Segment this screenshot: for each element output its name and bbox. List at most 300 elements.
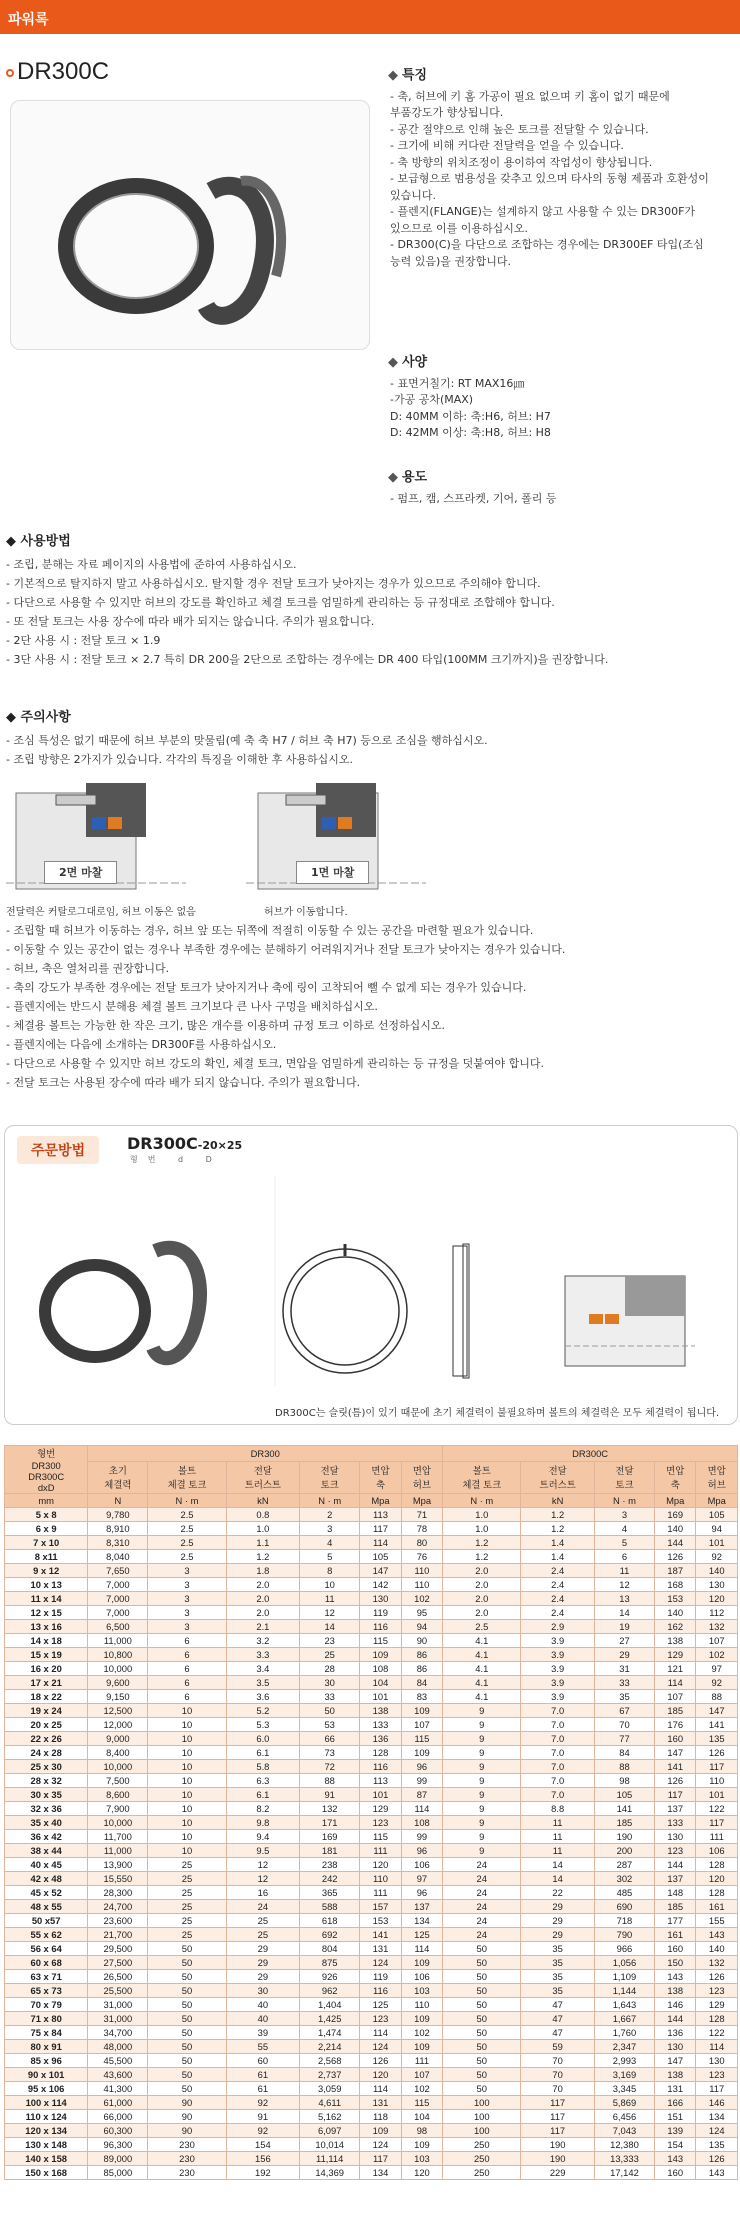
header-text: 토크 bbox=[320, 1479, 339, 1491]
table-cell: 109 bbox=[401, 1704, 442, 1718]
table-cell: 192 bbox=[226, 2166, 300, 2180]
table-cell: 24 bbox=[443, 1900, 521, 1914]
table-cell: 50 bbox=[443, 2026, 521, 2040]
feature-line: 있습니다. bbox=[390, 188, 437, 202]
table-cell: 47 bbox=[521, 2012, 595, 2026]
table-cell: 9,000 bbox=[88, 1732, 148, 1746]
table-cell: 144 bbox=[655, 1536, 696, 1550]
table-cell: 29 bbox=[594, 1648, 654, 1662]
table-cell: 103 bbox=[401, 2152, 442, 2166]
table-cell: 302 bbox=[594, 1872, 654, 1886]
table-cell: 25 bbox=[300, 1648, 360, 1662]
spec-line: -가공 공차(MAX) bbox=[390, 393, 474, 406]
table-cell: 6 bbox=[148, 1648, 226, 1662]
table-cell: 2.0 bbox=[226, 1578, 300, 1592]
header-cell bbox=[300, 1461, 360, 1493]
table-cell: 141 bbox=[655, 1760, 696, 1774]
unit-cell: N · m bbox=[148, 1494, 226, 1508]
table-cell: 90 bbox=[148, 2124, 226, 2138]
feature-line: - 축, 허브에 키 홈 가공이 필요 없으며 키 홈이 없기 때문에 bbox=[390, 89, 670, 103]
table-cell: 103 bbox=[401, 1984, 442, 1998]
table-cell: 15,550 bbox=[88, 1872, 148, 1886]
table-cell: 200 bbox=[594, 1844, 654, 1858]
table-cell: 50 bbox=[443, 1942, 521, 1956]
table-cell: 9 bbox=[443, 1774, 521, 1788]
table-cell: 6,456 bbox=[594, 2110, 654, 2124]
table-cell: 2.0 bbox=[443, 1592, 521, 1606]
table-cell: 50 bbox=[148, 2040, 226, 2054]
table-cell: 114 bbox=[401, 1942, 442, 1956]
table-cell: 1,643 bbox=[594, 1998, 654, 2012]
table-cell: 29 bbox=[226, 1956, 300, 1970]
table-cell: 153 bbox=[360, 1914, 401, 1928]
table-cell: 7.0 bbox=[521, 1746, 595, 1760]
table-cell: 10 bbox=[148, 1816, 226, 1830]
table-cell: 7.0 bbox=[521, 1732, 595, 1746]
header-text: 전달 bbox=[320, 1465, 339, 1477]
table-cell: 6.3 bbox=[226, 1774, 300, 1788]
table-cell: 123 bbox=[655, 1844, 696, 1858]
table-cell: 27,500 bbox=[88, 1956, 148, 1970]
table-row bbox=[5, 1508, 738, 1522]
table-cell: 138 bbox=[655, 1984, 696, 1998]
table-cell: 107 bbox=[401, 1718, 442, 1732]
table-row bbox=[5, 2040, 738, 2054]
table-cell: 100 x 114 bbox=[5, 2096, 88, 2110]
table-row bbox=[5, 1578, 738, 1592]
table-cell: 1,474 bbox=[300, 2026, 360, 2040]
table-cell: 3,059 bbox=[300, 2082, 360, 2096]
features-section bbox=[388, 68, 733, 270]
table-cell: 11 bbox=[521, 1816, 595, 1830]
feature-line: 능력 있음)을 권장합니다. bbox=[390, 254, 512, 268]
table-cell: 6 bbox=[148, 1690, 226, 1704]
table-cell: 100 bbox=[443, 2096, 521, 2110]
table-cell: 25,500 bbox=[88, 1984, 148, 1998]
table-cell: 70 bbox=[521, 2054, 595, 2068]
diamond-bullet-icon: ◆ bbox=[6, 534, 21, 549]
table-cell: 150 bbox=[655, 1956, 696, 1970]
table-row bbox=[5, 2124, 738, 2138]
table-cell: 102 bbox=[401, 1592, 442, 1606]
table-cell: 120 bbox=[360, 2068, 401, 2082]
table-cell: 90 bbox=[401, 1634, 442, 1648]
table-cell: 14 bbox=[300, 1620, 360, 1634]
table-cell: 115 bbox=[401, 1732, 442, 1746]
table-cell: 113 bbox=[360, 1774, 401, 1788]
table-cell: 13,900 bbox=[88, 1858, 148, 1872]
table-cell: 143 bbox=[696, 2166, 738, 2180]
table-cell: 7,650 bbox=[88, 1564, 148, 1578]
table-row bbox=[5, 1830, 738, 1844]
table-cell: 24 bbox=[443, 1872, 521, 1886]
table-cell: 185 bbox=[655, 1900, 696, 1914]
table-cell: 485 bbox=[594, 1886, 654, 1900]
table-cell: 29 bbox=[521, 1914, 595, 1928]
table-cell: 10 bbox=[148, 1746, 226, 1760]
table-cell: 7,500 bbox=[88, 1774, 148, 1788]
caution-line: - 이동할 수 있는 공간이 없는 경우나 부족한 경우에는 분해하기 어려워지거나 전달 토크가 낮아지는 경우가 있습니다. bbox=[6, 943, 566, 956]
table-cell: 105 bbox=[696, 1508, 738, 1522]
table-row bbox=[5, 1928, 738, 1942]
table-cell: 5,162 bbox=[300, 2110, 360, 2124]
table-cell: 7.0 bbox=[521, 1774, 595, 1788]
table-cell: 121 bbox=[655, 1662, 696, 1676]
table-cell: 71 bbox=[401, 1508, 442, 1522]
table-row bbox=[5, 1704, 738, 1718]
table-cell: 61 bbox=[226, 2082, 300, 2096]
table-cell: 6.1 bbox=[226, 1746, 300, 1760]
table-cell: 144 bbox=[655, 1858, 696, 1872]
table-cell: 162 bbox=[655, 1620, 696, 1634]
table-cell: 117 bbox=[696, 1816, 738, 1830]
table-cell: 9 bbox=[443, 1788, 521, 1802]
table-cell: 2.0 bbox=[226, 1606, 300, 1620]
table-cell: 123 bbox=[696, 2068, 738, 2082]
table-cell: 90 x 101 bbox=[5, 2068, 88, 2082]
table-cell: 10,014 bbox=[300, 2138, 360, 2152]
header-text: 전달 bbox=[615, 1465, 634, 1477]
header-cell: dxD bbox=[37, 1482, 55, 1493]
table-cell: 114 bbox=[360, 1536, 401, 1550]
table-cell: 5.3 bbox=[226, 1718, 300, 1732]
table-cell: 24 bbox=[443, 1886, 521, 1900]
table-cell: 2.5 bbox=[148, 1550, 226, 1564]
table-cell: 4.1 bbox=[443, 1648, 521, 1662]
table-cell: 3 bbox=[300, 1522, 360, 1536]
table-cell: 160 bbox=[655, 1942, 696, 1956]
header-text: 체결 토크 bbox=[167, 1479, 207, 1491]
table-cell: 1.1 bbox=[226, 1536, 300, 1550]
table-row bbox=[5, 1746, 738, 1760]
table-cell: 56 x 64 bbox=[5, 1942, 88, 1956]
table-cell: 7,000 bbox=[88, 1592, 148, 1606]
table-cell: 85,000 bbox=[88, 2166, 148, 2180]
table-cell: 117 bbox=[696, 2082, 738, 2096]
diamond-bullet-icon: ◆ bbox=[388, 470, 398, 485]
table-cell: 102 bbox=[401, 2082, 442, 2096]
table-cell: 140 bbox=[696, 1564, 738, 1578]
table-cell: 112 bbox=[696, 1606, 738, 1620]
table-cell: 76 bbox=[401, 1550, 442, 1564]
dimension-drawings bbox=[5, 1126, 739, 1396]
table-cell: 1.2 bbox=[521, 1522, 595, 1536]
table-cell: 155 bbox=[696, 1914, 738, 1928]
table-cell: 11,000 bbox=[88, 1634, 148, 1648]
table-cell: 6,097 bbox=[300, 2124, 360, 2138]
table-row bbox=[5, 1970, 738, 1984]
table-cell: 966 bbox=[594, 1942, 654, 1956]
table-cell: 53 bbox=[300, 1718, 360, 1732]
table-cell: 60 bbox=[226, 2054, 300, 2068]
table-cell: 101 bbox=[360, 1788, 401, 1802]
specs-section bbox=[388, 355, 733, 442]
table-cell: 96 bbox=[401, 1844, 442, 1858]
table-cell: 120 bbox=[696, 1592, 738, 1606]
table-cell: 95 x 106 bbox=[5, 2082, 88, 2096]
table-cell: 190 bbox=[521, 2152, 595, 2166]
unit-cell: kN bbox=[521, 1494, 595, 1508]
table-cell: 110 bbox=[360, 1872, 401, 1886]
table-cell: 1,760 bbox=[594, 2026, 654, 2040]
table-cell: 21,700 bbox=[88, 1928, 148, 1942]
unit-cell: N · m bbox=[594, 1494, 654, 1508]
table-row bbox=[5, 1620, 738, 1634]
table-cell: 106 bbox=[696, 1844, 738, 1858]
table-cell: 50 bbox=[443, 2012, 521, 2026]
table-cell: 5 bbox=[300, 1550, 360, 1564]
table-cell: 147 bbox=[360, 1564, 401, 1578]
header-cell bbox=[443, 1461, 521, 1493]
table-cell: 3 bbox=[148, 1620, 226, 1634]
table-cell: 1.0 bbox=[226, 1522, 300, 1536]
unit-cell: N · m bbox=[300, 1494, 360, 1508]
table-cell: 9,780 bbox=[88, 1508, 148, 1522]
table-cell: 86 bbox=[401, 1662, 442, 1676]
table-cell: 22 x 26 bbox=[5, 1732, 88, 1746]
table-cell: 113 bbox=[360, 1508, 401, 1522]
table-cell: 42 x 48 bbox=[5, 1872, 88, 1886]
table-cell: 109 bbox=[360, 1648, 401, 1662]
howto-line: - 3단 사용 시 : 전달 토크 × 2.7 특히 DR 200을 2단으로 조합하는 경우에는 DR 400 타입(100MM 크기까지)을 권장합니다. bbox=[6, 653, 609, 666]
table-cell: 140 x 158 bbox=[5, 2152, 88, 2166]
table-cell: 2.4 bbox=[521, 1592, 595, 1606]
table-cell: 13 x 16 bbox=[5, 1620, 88, 1634]
table-cell: 718 bbox=[594, 1914, 654, 1928]
table-cell: 185 bbox=[655, 1704, 696, 1718]
table-cell: 23,600 bbox=[88, 1914, 148, 1928]
table-cell: 160 bbox=[655, 1732, 696, 1746]
table-cell: 3,169 bbox=[594, 2068, 654, 2082]
header-cell bbox=[401, 1461, 442, 1493]
table-cell: 10 bbox=[148, 1732, 226, 1746]
table-cell: 50 bbox=[148, 1984, 226, 1998]
table-cell: 2.5 bbox=[443, 1620, 521, 1634]
table-cell: 124 bbox=[360, 2040, 401, 2054]
table-cell: 2.5 bbox=[148, 1508, 226, 1522]
table-cell: 107 bbox=[655, 1690, 696, 1704]
table-cell: 24 bbox=[443, 1858, 521, 1872]
unit-cell: Mpa bbox=[360, 1494, 401, 1508]
table-cell: 123 bbox=[696, 1984, 738, 1998]
table-cell: 692 bbox=[300, 1928, 360, 1942]
table-cell: 141 bbox=[696, 1718, 738, 1732]
header-cell bbox=[655, 1461, 696, 1493]
table-cell: 130 bbox=[655, 2040, 696, 2054]
table-row bbox=[5, 1914, 738, 1928]
table-cell: 11,700 bbox=[88, 1830, 148, 1844]
table-cell: 2.0 bbox=[443, 1564, 521, 1578]
assembly-figures bbox=[6, 769, 734, 921]
table-cell: 84 bbox=[401, 1676, 442, 1690]
table-cell: 2.9 bbox=[521, 1620, 595, 1634]
table-cell: 131 bbox=[655, 2082, 696, 2096]
table-cell: 135 bbox=[696, 2138, 738, 2152]
table-cell: 5 x 8 bbox=[5, 1508, 88, 1522]
table-cell: 138 bbox=[360, 1704, 401, 1718]
table-cell: 80 bbox=[401, 1536, 442, 1550]
diamond-bullet-icon: ◆ bbox=[6, 710, 21, 725]
table-row bbox=[5, 2082, 738, 2096]
table-cell: 96 bbox=[401, 1760, 442, 1774]
table-cell: 123 bbox=[360, 1816, 401, 1830]
table-cell: 28 x 32 bbox=[5, 1774, 88, 1788]
table-cell: 2,214 bbox=[300, 2040, 360, 2054]
table-cell: 138 bbox=[655, 1634, 696, 1648]
table-cell: 98 bbox=[594, 1774, 654, 1788]
table-cell: 84 bbox=[594, 1746, 654, 1760]
order-code-suffix: -20×25 bbox=[197, 1139, 243, 1152]
table-cell: 160 bbox=[655, 2166, 696, 2180]
table-cell: 35 bbox=[521, 1956, 595, 1970]
table-cell: 6,500 bbox=[88, 1620, 148, 1634]
table-cell: 26,500 bbox=[88, 1970, 148, 1984]
table-cell: 106 bbox=[401, 1858, 442, 1872]
table-cell: 108 bbox=[401, 1816, 442, 1830]
table-row bbox=[5, 1536, 738, 1550]
table-cell: 3.9 bbox=[521, 1690, 595, 1704]
table-row bbox=[5, 2152, 738, 2166]
table-cell: 88 bbox=[696, 1690, 738, 1704]
table-cell: 126 bbox=[696, 1970, 738, 1984]
table-cell: 25 bbox=[148, 1928, 226, 1942]
table-cell: 83 bbox=[401, 1690, 442, 1704]
table-cell: 140 bbox=[655, 1522, 696, 1536]
header-cell bbox=[360, 1461, 401, 1493]
unit-cell: Mpa bbox=[655, 1494, 696, 1508]
table-cell: 38 x 44 bbox=[5, 1844, 88, 1858]
table-cell: 75 x 84 bbox=[5, 2026, 88, 2040]
table-cell: 12 x 15 bbox=[5, 1606, 88, 1620]
feature-line: - 크기에 비해 커다란 전달력을 얻을 수 있습니다. bbox=[390, 139, 624, 152]
table-cell: 47 bbox=[521, 2026, 595, 2040]
table-cell: 48 x 55 bbox=[5, 1900, 88, 1914]
table-cell: 157 bbox=[360, 1900, 401, 1914]
table-cell: 132 bbox=[696, 1620, 738, 1634]
header-text: 볼트 bbox=[472, 1465, 491, 1477]
table-cell: 12,500 bbox=[88, 1704, 148, 1718]
table-cell: 12 bbox=[594, 1578, 654, 1592]
table-cell: 34,700 bbox=[88, 2026, 148, 2040]
table-cell: 2.5 bbox=[148, 1536, 226, 1550]
table-cell: 124 bbox=[696, 2124, 738, 2138]
table-cell: 40 bbox=[226, 2012, 300, 2026]
header-text: 축 bbox=[375, 1479, 385, 1491]
table-cell: 96,300 bbox=[88, 2138, 148, 2152]
table-cell: 16 x 20 bbox=[5, 1662, 88, 1676]
table-cell: 25 bbox=[226, 1914, 300, 1928]
table-cell: 129 bbox=[655, 1648, 696, 1662]
table-cell: 123 bbox=[360, 2012, 401, 2026]
page-title: 파워록 bbox=[8, 12, 49, 28]
table-cell: 50 bbox=[300, 1704, 360, 1718]
table-cell: 110 bbox=[401, 1564, 442, 1578]
table-cell: 114 bbox=[360, 2026, 401, 2040]
col-size-header bbox=[5, 1446, 88, 1494]
table-cell: 86 bbox=[401, 1648, 442, 1662]
table-row bbox=[5, 1760, 738, 1774]
table-cell: 128 bbox=[696, 2012, 738, 2026]
table-cell: 7.0 bbox=[521, 1718, 595, 1732]
table-cell: 3.4 bbox=[226, 1662, 300, 1676]
table-cell: 161 bbox=[655, 1928, 696, 1942]
table-cell: 50 bbox=[443, 1970, 521, 1984]
unit-cell: kN bbox=[226, 1494, 300, 1508]
table-row bbox=[5, 1634, 738, 1648]
table-cell: 50 bbox=[148, 1956, 226, 1970]
table-row bbox=[5, 1690, 738, 1704]
table-cell: 8,910 bbox=[88, 1522, 148, 1536]
table-cell: 134 bbox=[360, 2166, 401, 2180]
table-cell: 150 x 168 bbox=[5, 2166, 88, 2180]
table-cell: 3.9 bbox=[521, 1676, 595, 1690]
table-cell: 11 x 14 bbox=[5, 1592, 88, 1606]
table-cell: 169 bbox=[300, 1830, 360, 1844]
table-cell: 9 x 12 bbox=[5, 1564, 88, 1578]
table-cell: 70 x 79 bbox=[5, 1998, 88, 2012]
header-cell bbox=[148, 1461, 226, 1493]
table-cell: 10 bbox=[148, 1802, 226, 1816]
table-cell: 3.9 bbox=[521, 1634, 595, 1648]
table-row bbox=[5, 1886, 738, 1900]
table-cell: 125 bbox=[401, 1928, 442, 1942]
table-cell: 7,000 bbox=[88, 1606, 148, 1620]
table-cell: 7,900 bbox=[88, 1802, 148, 1816]
table-cell: 2.0 bbox=[443, 1578, 521, 1592]
table-row bbox=[5, 2012, 738, 2026]
header-text: 면압 bbox=[666, 1465, 685, 1477]
table-cell: 67 bbox=[594, 1704, 654, 1718]
table-cell: 99 bbox=[401, 1830, 442, 1844]
table-cell: 50 bbox=[148, 2068, 226, 2082]
table-cell: 14 bbox=[594, 1606, 654, 1620]
table-cell: 1.2 bbox=[226, 1550, 300, 1564]
table-cell: 117 bbox=[655, 1788, 696, 1802]
table-cell: 126 bbox=[360, 2054, 401, 2068]
table-cell: 9.5 bbox=[226, 1844, 300, 1858]
table-cell: 45,500 bbox=[88, 2054, 148, 2068]
table-cell: 10 bbox=[300, 1578, 360, 1592]
table-cell: 13,333 bbox=[594, 2152, 654, 2166]
table-cell: 63 x 71 bbox=[5, 1970, 88, 1984]
table-cell: 230 bbox=[148, 2138, 226, 2152]
table-cell: 128 bbox=[696, 1858, 738, 1872]
header-text: 면압 bbox=[371, 1465, 390, 1477]
table-cell: 136 bbox=[360, 1732, 401, 1746]
table-cell: 28 bbox=[300, 1662, 360, 1676]
table-cell: 116 bbox=[360, 1760, 401, 1774]
header-text: 토크 bbox=[615, 1479, 634, 1491]
table-row bbox=[5, 1998, 738, 2012]
table-cell: 101 bbox=[696, 1788, 738, 1802]
table-cell: 78 bbox=[401, 1522, 442, 1536]
table-cell: 25 bbox=[148, 1886, 226, 1900]
table-cell: 804 bbox=[300, 1942, 360, 1956]
howto-line: - 2단 사용 시 : 전달 토크 × 1.9 bbox=[6, 634, 161, 647]
table-cell: 190 bbox=[521, 2138, 595, 2152]
feature-line: - 공간 절약으로 인해 높은 토크를 전달할 수 있습니다. bbox=[390, 122, 649, 136]
unit-cell: Mpa bbox=[696, 1494, 738, 1508]
table-cell: 92 bbox=[696, 1676, 738, 1690]
table-cell: 80 x 91 bbox=[5, 2040, 88, 2054]
header-cell bbox=[696, 1461, 738, 1493]
table-cell: 109 bbox=[360, 2124, 401, 2138]
table-cell: 143 bbox=[696, 1928, 738, 1942]
usage-line: - 펌프, 캠, 스프라켓, 기어, 폴리 등 bbox=[390, 491, 557, 505]
table-cell: 120 bbox=[360, 1858, 401, 1872]
table-cell: 146 bbox=[696, 2096, 738, 2110]
table-cell: 3 bbox=[148, 1578, 226, 1592]
